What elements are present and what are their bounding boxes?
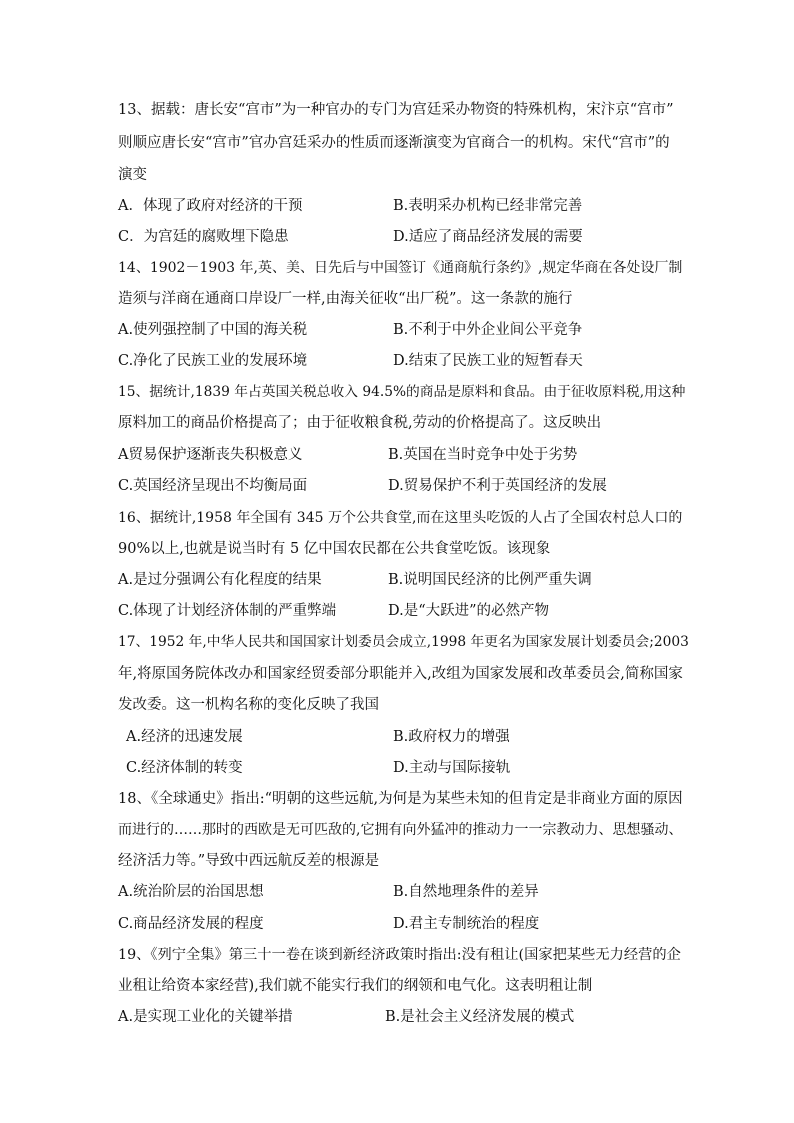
question-18-option-a: A.统治阶层的治国思想	[118, 884, 264, 900]
question-14-line-1: 14、1902－1903 年,英、美、日先后与中国签订《通商航行条约》,规定华商在各处设厂制	[118, 260, 683, 276]
question-17-option-d: D.主动与国际接轨	[393, 760, 511, 776]
question-18-option-b: B.自然地理条件的差异	[393, 884, 539, 900]
question-15-option-b: B.英国在当时竞争中处于劣势	[388, 447, 578, 463]
question-17-option-b: B.政府权力的增强	[393, 729, 510, 745]
question-13-line-1: 13、据载：唐长安“宫市”为一种官办的专门为宫廷采办物资的特殊机构，宋汴京“宫市”	[118, 102, 674, 118]
question-18-option-d: D.君主专制统治的程度	[393, 916, 540, 932]
question-19-line-2: 业租让给资本家经营),我们就不能实行我们的纲领和电气化。这表明租让制	[118, 978, 593, 994]
question-14-option-a: A.使列强控制了中国的海关税	[118, 322, 308, 338]
question-17-line-2: 年,将原国务院体改办和国家经贸委部分职能并入,改组为国家发展和改革委员会,简称国家	[118, 666, 683, 682]
question-16-option-b: B.说明国民经济的比例严重失调	[388, 572, 592, 588]
question-13-option-c: C．为宫廷的腐败埋下隐患	[118, 229, 289, 245]
question-19-line-1: 19、《列宁全集》第三十一卷在谈到新经济政策时指出:没有租让(国家把某些无力经营的企	[118, 947, 681, 963]
question-15-line-1: 15、据统计,1839 年占英国关税总收入 94.5%的商品是原料和食品。由于征收原料税,用这种	[118, 384, 686, 400]
question-18-line-1: 18、《全球通史》指出:“明朝的这些远航,为何是为某些未知的但肯定是非商业方面的原因	[118, 791, 683, 807]
question-17-line-3: 发改委。这一机构名称的变化反映了我国	[118, 697, 379, 713]
question-16-option-c: C.体现了计划经济体制的严重弊端	[118, 603, 337, 619]
question-14-option-c: C.净化了民族工业的发展环境	[118, 353, 308, 369]
question-13-option-a: A．体现了政府对经济的干预	[118, 198, 303, 214]
question-14-option-d: D.结束了民族工业的短暂春天	[393, 353, 583, 369]
question-15-option-c: C.英国经济呈现出不均衡局面	[118, 478, 308, 494]
question-15-line-2: 原料加工的商品价格提高了；由于征收粮食税,劳动的价格提高了。这反映出	[118, 415, 602, 431]
question-17-line-1: 17、1952 年,中华人民共和国国家计划委员会成立,1998 年更名为国家发展计划委员会;2003	[118, 634, 689, 650]
question-16-line-2: 90%以上,也就是说当时有 5 亿中国农民都在公共食堂吃饭。该现象	[118, 541, 551, 557]
question-17-option-a: A.经济的迅速发展	[126, 729, 243, 745]
question-18-line-3: 经济活力等。”导致中西远航反差的根源是	[118, 853, 380, 869]
question-13-option-d: D.适应了商品经济发展的需要	[393, 229, 583, 245]
question-13-line-3: 演变	[118, 167, 147, 183]
question-15-option-a: A贸易保护逐渐丧失积极意义	[118, 447, 303, 463]
question-15-option-d: D.贸易保护不利于英国经济的发展	[388, 478, 607, 494]
question-14-option-b: B.不利于中外企业间公平竞争	[393, 322, 583, 338]
question-17-option-c: C.经济体制的转变	[126, 760, 243, 776]
question-16-option-d: D.是“大跃进”的必然产物	[388, 603, 550, 619]
question-18-option-c: C.商品经济发展的程度	[118, 916, 264, 932]
question-16-option-a: A.是过分强调公有化程度的结果	[118, 572, 322, 588]
question-13-option-b: B.表明采办机构已经非常完善	[393, 198, 583, 214]
question-19-option-b: B.是社会主义经济发展的模式	[385, 1009, 575, 1025]
question-16-line-1: 16、据统计,1958 年全国有 345 万个公共食堂,而在这里头吃饭的人占了全国农村总人口的	[118, 510, 683, 526]
question-18-line-2: 而进行的……那时的西欧是无可匹敌的,它拥有向外猛冲的推动力一一宗教动力、思想骚动、	[118, 822, 683, 838]
question-19-option-a: A.是实现工业化的关键举措	[118, 1009, 293, 1025]
question-14-line-2: 造须与洋商在通商口岸设厂一样,由海关征收“出厂税”。这一条款的施行	[118, 291, 573, 307]
question-13-line-2: 则顺应唐长安“宫市”官办宫廷采办的性质而逐渐演变为官商合一的机构。宋代“宫市”的	[118, 135, 670, 151]
